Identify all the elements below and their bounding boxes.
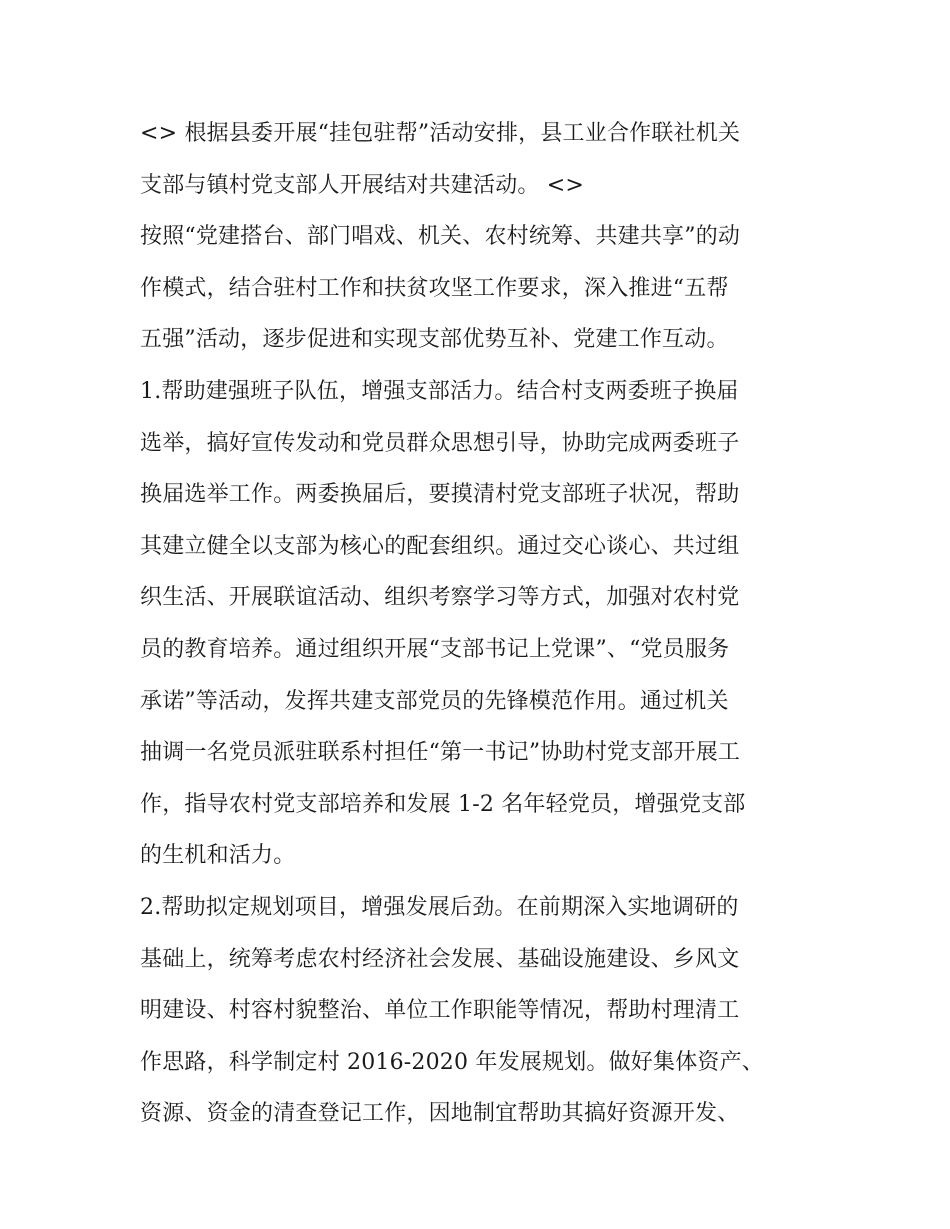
- text-line: 员的教育培养。通过组织开展“支部书记上党课”、“党员服务: [140, 636, 730, 662]
- text-line: 支部与镇村党支部人开展结对共建活动。 <>: [140, 172, 585, 198]
- text-line: 作，指导农村党支部培养和发展 1-2 名年轻党员，增强党支部: [140, 791, 746, 817]
- text-line: 承诺”等活动，发挥共建支部党员的先锋模范作用。通过机关: [140, 688, 729, 714]
- text-line: 1.帮助建强班子队伍，增强支部活力。结合村支两委班子换届: [140, 378, 739, 404]
- paragraph-item-1: [140, 366, 820, 882]
- text-line: 的生机和活力。: [140, 843, 296, 869]
- text-line: 作思路，科学制定村 2016-2020 年发展规划。做好集体资产、: [140, 1049, 764, 1075]
- text-line: <> 根据县委开展“挂包驻帮”活动安排，县工业合作联社机关: [140, 121, 741, 146]
- text-line: 按照“党建搭台、部门唱戏、机关、农村统筹、共建共享”的动: [140, 224, 741, 250]
- text-line: 明建设、村容村貌整治、单位工作职能等情况，帮助村理清工: [140, 998, 740, 1024]
- text-line: 基础上，统筹考虑农村经济社会发展、基础设施建设、乡风文: [140, 946, 740, 972]
- text-line: 2.帮助拟定规划项目，增强发展后劲。在前期深入实地调研的: [140, 894, 739, 920]
- text-line: 选举，搞好宣传发动和党员群众思想引导，协助完成两委班子: [140, 430, 740, 456]
- document-page: [140, 108, 820, 1140]
- text-line: 换届选举工作。两委换届后，要摸清村党支部班子状况，帮助: [140, 482, 740, 508]
- text-line: 作模式，结合驻村工作和扶贫攻坚工作要求，深入推进“五帮: [140, 275, 729, 301]
- paragraph-item-2: [140, 882, 820, 1140]
- paragraph-intro: [140, 108, 820, 211]
- paragraph-model: [140, 211, 820, 366]
- text-line: 抽调一名党员派驻联系村担任“第一书记”协助村党支部开展工: [140, 740, 741, 766]
- text-line: 其建立健全以支部为核心的配套组织。通过交心谈心、共过组: [140, 533, 740, 559]
- text-line: 五强”活动，逐步促进和实现支部优势互补、党建工作互动。: [140, 327, 729, 353]
- text-line: 织生活、开展联谊活动、组织考察学习等方式，加强对农村党: [140, 585, 740, 611]
- text-line: 资源、资金的清查登记工作，因地制宜帮助其搞好资源开发、: [140, 1101, 740, 1127]
